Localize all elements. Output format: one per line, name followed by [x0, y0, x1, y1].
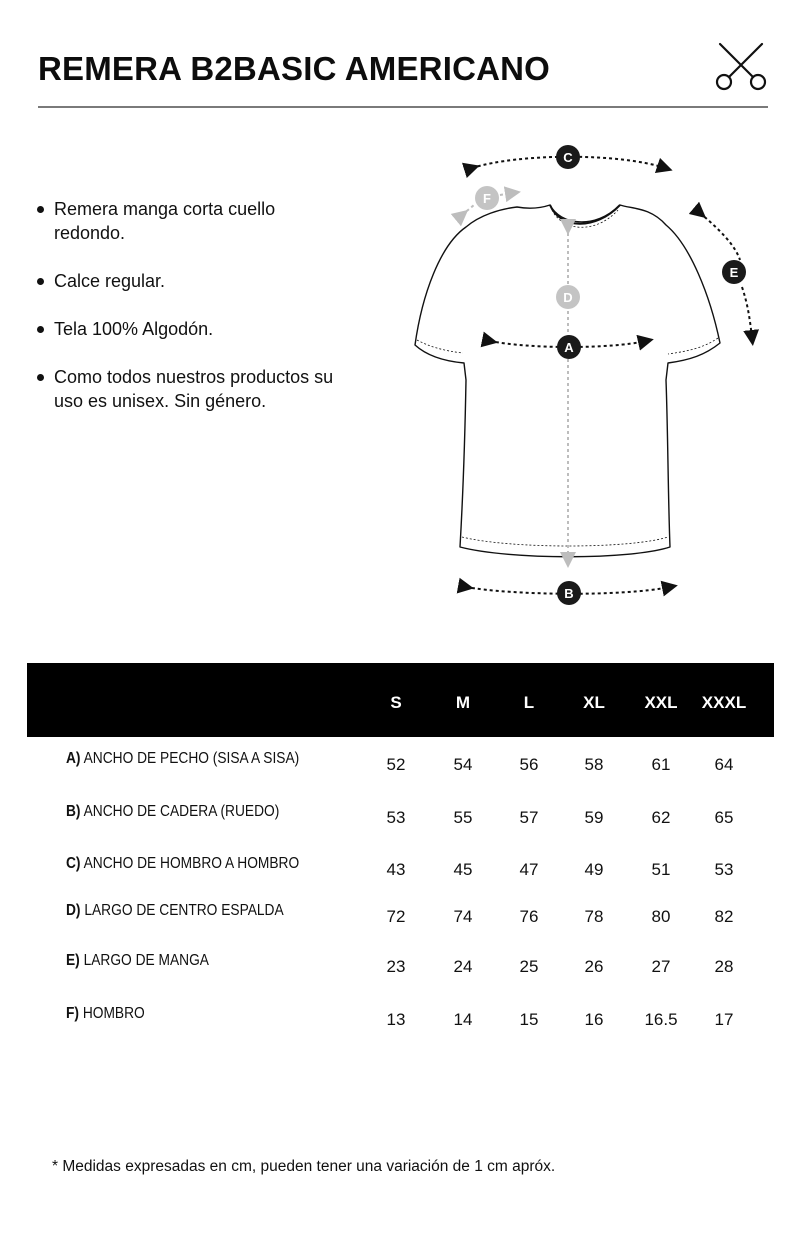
table-cell: 74 [453, 907, 473, 926]
table-cell: 57 [519, 808, 539, 827]
table-row [0, 750, 800, 790]
bullet-icon [37, 206, 44, 213]
table-cell: 52 [386, 755, 406, 774]
row-label: D) LARGO DE CENTRO ESPALDA [66, 902, 284, 919]
marker-f [475, 186, 499, 210]
table-cell: 28 [714, 957, 734, 976]
size-header-m: M [455, 693, 471, 712]
svg-text:E: E [729, 265, 739, 280]
table-cell: 16.5 [644, 1010, 678, 1029]
feature-item: Remera manga corta cuello redondo. [36, 197, 336, 245]
tshirt-measurement-diagram [400, 135, 780, 615]
size-header-s: S [390, 693, 402, 712]
svg-text:C: C [563, 150, 573, 165]
table-cell: 80 [651, 907, 671, 926]
size-table-header [27, 663, 774, 737]
table-cell: 43 [386, 860, 406, 879]
marker-e [722, 260, 746, 284]
table-cell: 53 [714, 860, 734, 879]
table-row [0, 855, 800, 895]
footnote: * Medidas expresadas en cm, pueden tener una variación de 1 cm apróx. [52, 1158, 556, 1175]
marker-d [556, 285, 580, 309]
table-cell: 51 [651, 860, 671, 879]
size-header-xl: XL [583, 693, 605, 712]
table-cell: 56 [519, 755, 539, 774]
table-cell: 76 [519, 907, 539, 926]
table-cell: 45 [453, 860, 473, 879]
svg-text:F: F [483, 191, 491, 206]
table-cell: 17 [714, 1010, 734, 1029]
table-cell: 82 [714, 907, 734, 926]
marker-c [556, 145, 580, 169]
bullet-icon [37, 278, 44, 285]
table-row [0, 1005, 800, 1045]
row-label: C) ANCHO DE HOMBRO A HOMBRO [66, 855, 300, 872]
table-cell: 15 [519, 1010, 539, 1029]
table-row [0, 902, 800, 942]
row-label: E) LARGO DE MANGA [66, 952, 209, 969]
feature-item: Tela 100% Algodón. [36, 317, 336, 341]
svg-text:A: A [564, 340, 574, 355]
table-cell: 16 [584, 1010, 604, 1029]
table-cell: 78 [584, 907, 604, 926]
svg-text:D: D [563, 290, 573, 305]
size-header-l: L [523, 693, 535, 712]
table-cell: 13 [386, 1010, 406, 1029]
table-cell: 14 [453, 1010, 473, 1029]
row-label: B) ANCHO DE CADERA (RUEDO) [66, 803, 280, 820]
row-label: A) ANCHO DE PECHO (SISA A SISA) [66, 750, 300, 767]
table-row [0, 803, 800, 843]
page-title: REMERA B2BASIC AMERICANO [38, 50, 551, 87]
scissors-icon [712, 40, 770, 92]
table-cell: 24 [453, 957, 473, 976]
bullet-icon [37, 326, 44, 333]
feature-item: Calce regular. [36, 269, 336, 293]
table-cell: 55 [453, 808, 473, 827]
marker-b [557, 581, 581, 605]
table-cell: 58 [584, 755, 604, 774]
svg-text:B: B [564, 586, 574, 601]
marker-a [557, 335, 581, 359]
bullet-icon [37, 374, 44, 381]
table-cell: 61 [651, 755, 671, 774]
table-cell: 65 [714, 808, 734, 827]
table-cell: 25 [519, 957, 539, 976]
table-cell: 59 [584, 808, 604, 827]
title-divider [38, 106, 768, 108]
table-cell: 47 [519, 860, 539, 879]
table-cell: 64 [714, 755, 734, 774]
table-cell: 72 [386, 907, 406, 926]
table-cell: 62 [651, 808, 671, 827]
row-label: F) HOMBRO [66, 1005, 145, 1022]
size-header-xxxl: XXXL [701, 693, 747, 712]
table-cell: 53 [386, 808, 406, 827]
table-cell: 27 [651, 957, 671, 976]
table-cell: 26 [584, 957, 604, 976]
feature-item: Como todos nuestros productos su uso es unisex. Sin género. [36, 365, 336, 413]
table-cell: 49 [584, 860, 604, 879]
feature-list [36, 197, 336, 437]
table-cell: 54 [453, 755, 473, 774]
table-row [0, 952, 800, 992]
table-cell: 23 [386, 957, 406, 976]
size-header-xxl: XXL [644, 693, 678, 712]
